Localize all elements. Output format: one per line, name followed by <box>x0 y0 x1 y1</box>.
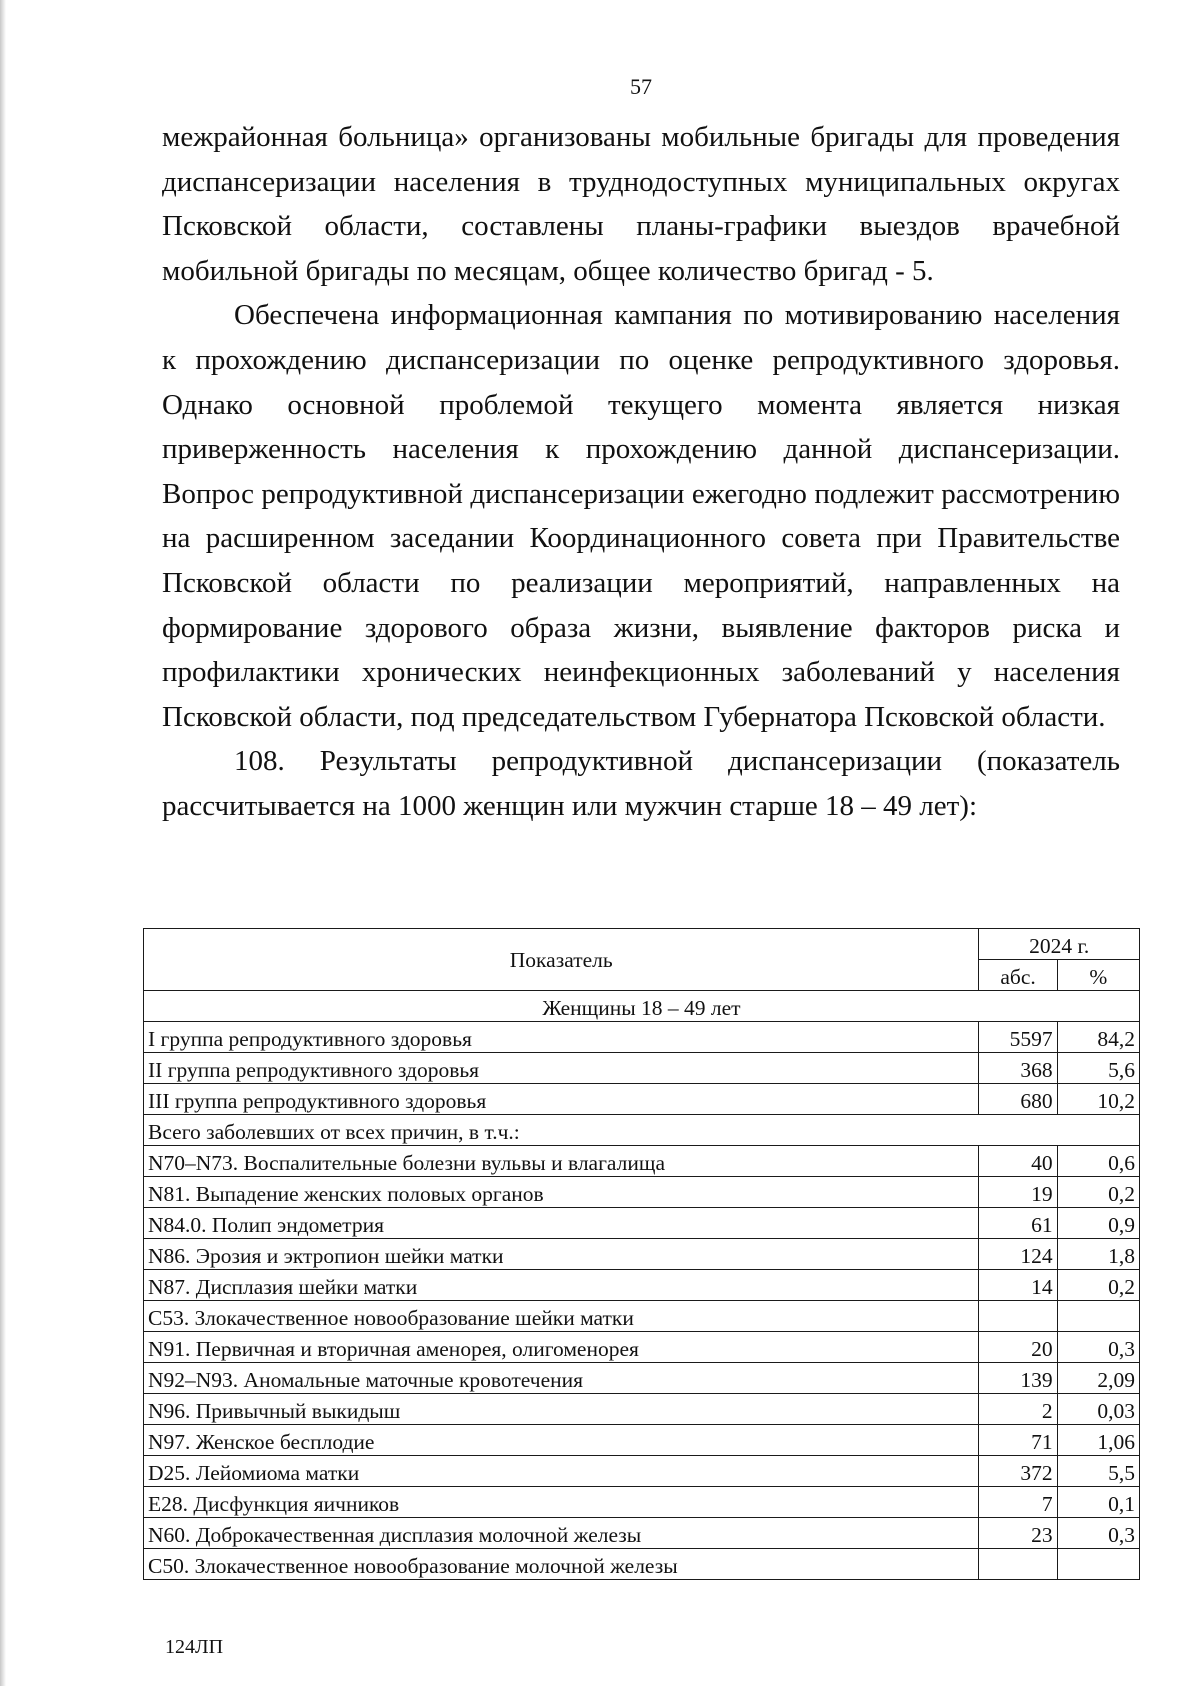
row-abs-value <box>979 1549 1057 1580</box>
row-indicator: N92–N93. Аномальные маточные кровотечения <box>144 1363 979 1394</box>
row-pct-value: 5,5 <box>1057 1456 1139 1487</box>
paragraph-3: 108. Результаты репродуктивной диспансеризации (показатель рассчитывается на 1000 женщин или мужчин старше 18 – 49 лет): <box>162 745 1120 822</box>
row-indicator: N70–N73. Воспалительные болезни вульвы и влагалища <box>144 1146 979 1177</box>
row-indicator: N60. Доброкачественная дисплазия молочной железы <box>144 1518 979 1549</box>
row-indicator: N97. Женское бесплодие <box>144 1425 979 1456</box>
row-indicator: N96. Привычный выкидыш <box>144 1394 979 1425</box>
row-indicator: D25. Лейомиома матки <box>144 1456 979 1487</box>
row-indicator: N91. Первичная и вторичная аменорея, олигоменорея <box>144 1332 979 1363</box>
results-table <box>143 928 1140 1580</box>
table-row <box>144 1487 1140 1518</box>
row-abs-value: 19 <box>979 1177 1057 1208</box>
row-indicator: Всего заболевших от всех причин, в т.ч.: <box>144 1115 1140 1146</box>
table-section-row <box>144 991 1140 1022</box>
section-title: Женщины 18 – 49 лет <box>144 991 1140 1022</box>
table-row <box>144 1332 1140 1363</box>
row-abs-value: 23 <box>979 1518 1057 1549</box>
row-pct-value: 10,2 <box>1057 1084 1139 1115</box>
table-row <box>144 1425 1140 1456</box>
document-code: 124ЛП <box>165 1636 224 1658</box>
row-indicator: E28. Дисфункция яичников <box>144 1487 979 1518</box>
table-row <box>144 1022 1140 1053</box>
row-abs-value: 71 <box>979 1425 1057 1456</box>
row-indicator: N81. Выпадение женских половых органов <box>144 1177 979 1208</box>
paragraph-1: межрайонная больница» организованы мобильные бригады для проведения диспансеризации населения в труднодоступных муниципальных округах Псковской области, составлены планы-графики выездов врачебной мобильной бригады по месяцам, общее количество бригад - 5. <box>162 121 1120 287</box>
row-pct-value: 1,8 <box>1057 1239 1139 1270</box>
header-abs: абс. <box>979 960 1057 991</box>
header-pct: % <box>1057 960 1139 991</box>
row-abs-value: 2 <box>979 1394 1057 1425</box>
table-header-row <box>144 929 1140 960</box>
row-pct-value: 0,6 <box>1057 1146 1139 1177</box>
table-row <box>144 1084 1140 1115</box>
row-abs-value: 372 <box>979 1456 1057 1487</box>
table-row <box>144 1518 1140 1549</box>
row-pct-value <box>1057 1301 1139 1332</box>
row-indicator: C50. Злокачественное новообразование молочной железы <box>144 1549 979 1580</box>
row-pct-value <box>1057 1549 1139 1580</box>
table-row <box>144 1394 1140 1425</box>
scan-edge <box>0 0 6 1686</box>
table-row <box>144 1146 1140 1177</box>
row-pct-value: 0,3 <box>1057 1332 1139 1363</box>
row-pct-value: 0,3 <box>1057 1518 1139 1549</box>
row-abs-value: 40 <box>979 1146 1057 1177</box>
row-indicator: N86. Эрозия и эктропион шейки матки <box>144 1239 979 1270</box>
header-year: 2024 г. <box>979 929 1140 960</box>
table-row <box>144 1363 1140 1394</box>
row-pct-value: 2,09 <box>1057 1363 1139 1394</box>
row-indicator: II группа репродуктивного здоровья <box>144 1053 979 1084</box>
row-abs-value: 124 <box>979 1239 1057 1270</box>
row-abs-value: 139 <box>979 1363 1057 1394</box>
row-pct-value: 0,1 <box>1057 1487 1139 1518</box>
table-row <box>144 1177 1140 1208</box>
row-pct-value: 0,2 <box>1057 1270 1139 1301</box>
row-indicator: III группа репродуктивного здоровья <box>144 1084 979 1115</box>
row-pct-value: 84,2 <box>1057 1022 1139 1053</box>
row-abs-value: 20 <box>979 1332 1057 1363</box>
table-row <box>144 1270 1140 1301</box>
page-number: 57 <box>630 74 652 99</box>
row-indicator: N87. Дисплазия шейки матки <box>144 1270 979 1301</box>
table-row <box>144 1456 1140 1487</box>
row-abs-value: 5597 <box>979 1022 1057 1053</box>
row-pct-value: 1,06 <box>1057 1425 1139 1456</box>
row-abs-value: 680 <box>979 1084 1057 1115</box>
header-indicator: Показатель <box>144 929 979 991</box>
row-pct-value: 5,6 <box>1057 1053 1139 1084</box>
row-abs-value: 7 <box>979 1487 1057 1518</box>
body-text <box>162 115 1120 829</box>
table-row <box>144 1053 1140 1084</box>
row-indicator: N84.0. Полип эндометрия <box>144 1208 979 1239</box>
row-indicator: C53. Злокачественное новообразование шейки матки <box>144 1301 979 1332</box>
table-row <box>144 1115 1140 1146</box>
row-pct-value: 0,2 <box>1057 1177 1139 1208</box>
row-abs-value: 368 <box>979 1053 1057 1084</box>
row-abs-value: 14 <box>979 1270 1057 1301</box>
table-row <box>144 1549 1140 1580</box>
paragraph-2: Обеспечена информационная кампания по мотивированию населения к прохождению диспансеризации по оценке репродуктивного здоровья. Однако основной проблемой текущего момента является низкая приверженность населения к прохождению данной диспансеризации. Вопрос репродуктивной диспансеризации ежегодно подлежит рассмотрению на расширенном заседании Координационного совета при Правительстве Псковской области по реализации мероприятий, направленных на формирование здорового образа жизни, выявление факторов риска и профилактики хронических неинфекционных заболеваний у населения Псковской области, под председательством Губернатора Псковской области. <box>162 299 1120 733</box>
row-pct-value: 0,9 <box>1057 1208 1139 1239</box>
table-row <box>144 1301 1140 1332</box>
row-abs-value: 61 <box>979 1208 1057 1239</box>
table-row <box>144 1239 1140 1270</box>
row-indicator: I группа репродуктивного здоровья <box>144 1022 979 1053</box>
table-body <box>144 929 1140 1580</box>
table-row <box>144 1208 1140 1239</box>
row-abs-value <box>979 1301 1057 1332</box>
row-pct-value: 0,03 <box>1057 1394 1139 1425</box>
